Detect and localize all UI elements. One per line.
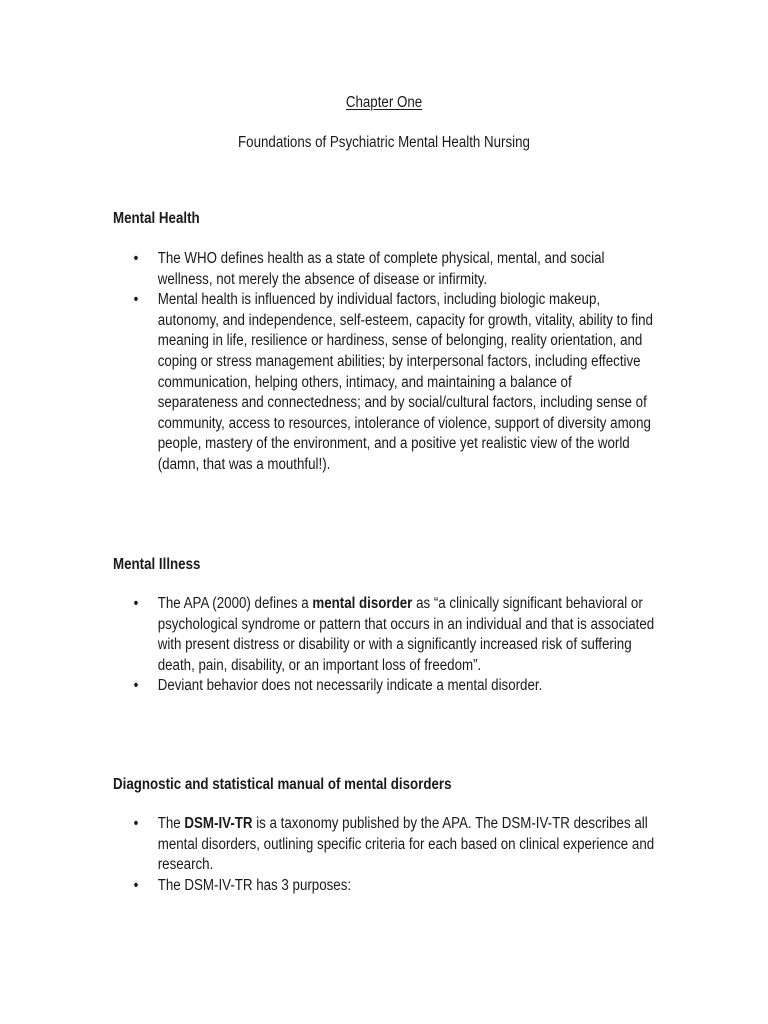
list-item: • Mental health is influenced by individual factors, including biologic makeup, autonomy, and independence, self-esteem, capacity for growth, vitality, ability to find meaning in life, resilience or hardiness, sense of belonging, reality orientation, and coping or stress management abilities; by interpersonal factors, including effective communication, helping others, intimacy, and maintaining a balance of separateness and connectedness; and by social/cultural factors, including sense of community, access to resources, intolerance of violence, support of diversity among people, mastery of the environment, and a positive yet realistic view of the world (damn, that was a mouthful!). <box>113 290 655 475</box>
section-heading-mental-illness: Mental Illness <box>113 556 201 573</box>
list-item <box>113 814 655 876</box>
chapter-title: Chapter One <box>345 94 423 111</box>
list-item-text: The APA (2000) defines a <box>157 595 313 612</box>
list-item-text: The <box>157 815 185 832</box>
list-item-bold-term: mental disorder <box>312 595 413 612</box>
section-heading-dsm: Diagnostic and statistical manual of mental disorders <box>113 776 452 793</box>
bullet-list-mental-illness <box>113 594 655 697</box>
list-item-text: as “a clinically significant behavioral or psychological syndrome or pattern that occurs in an individual and that is associated with present distress or disability or with a significantly increased risk of suffering death, pain, disability, or an important loss of freedom”. <box>157 595 655 674</box>
bullet-list-dsm <box>113 814 655 896</box>
list-item: • Deviant behavior does not necessarily indicate a mental disorder. <box>113 676 655 697</box>
list-item <box>113 594 655 676</box>
list-item: • The DSM-IV-TR has 3 purposes: <box>113 876 655 897</box>
list-item-text: is a taxonomy published by the APA. The DSM-IV-TR describes all mental disorders, outlining specific criteria for each based on clinical experience and research. <box>157 815 655 874</box>
section-heading-mental-health: Mental Health <box>113 210 200 227</box>
chapter-subtitle: Foundations of Psychiatric Mental Health Nursing <box>238 134 530 151</box>
list-item: • The WHO defines health as a state of complete physical, mental, and social wellness, not merely the absence of disease or infirmity. <box>113 249 655 290</box>
bullet-list-mental-health <box>113 249 655 476</box>
list-item-bold-term: DSM-IV-TR <box>184 815 253 832</box>
